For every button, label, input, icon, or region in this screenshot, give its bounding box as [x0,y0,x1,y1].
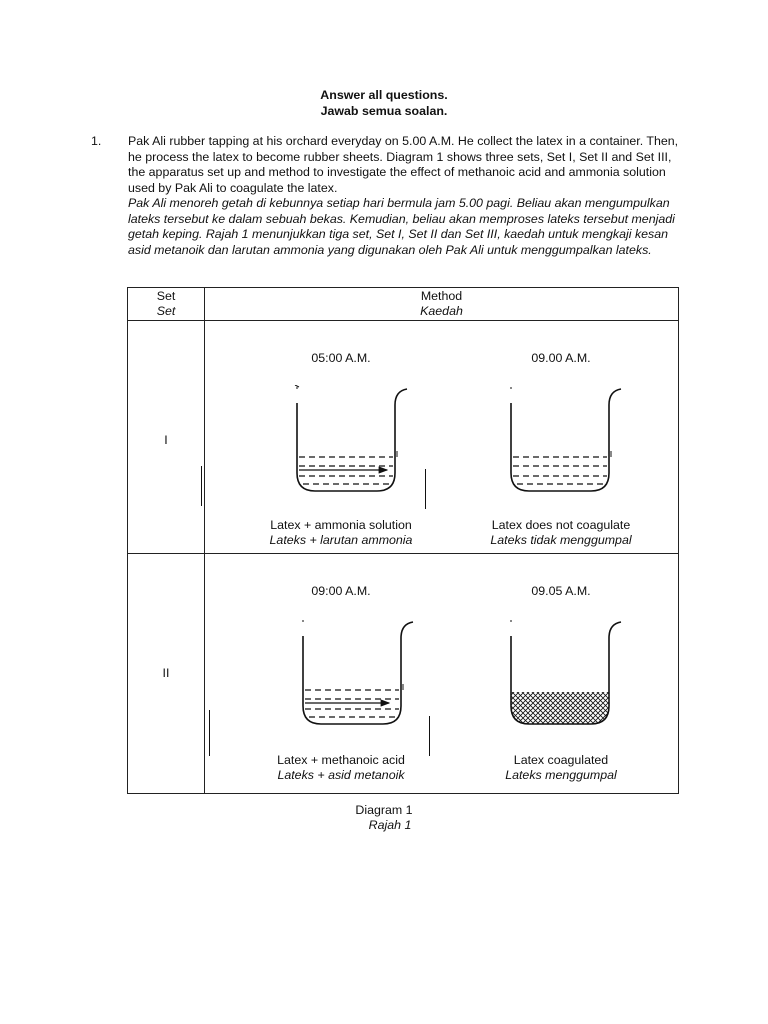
method-cell [205,321,679,554]
instruction-ms: Jawab semua soalan. [320,104,448,118]
beaker-diagram [483,618,633,730]
caption-after [451,518,671,548]
caption-after-ms: Lateks menggumpal [505,768,617,782]
time-label: 09.05 A.M. [531,584,591,598]
instruction-en: Answer all questions. [320,88,448,102]
method-header-en: Method [420,289,463,303]
question-text-ms: Pak Ali menoreh getah di kebunnya setiap hari bermula jam 5.00 pagi. Beliau akan mengumpulkan lateks tersebut ke dalam sebuah bekas. Kemudian, beliau akan memproses lateks tersebut menjadi getah keping. Rajah 1 menunjukkan tiga set, Set I, Set II dan Set III, kaedah untuk mengkaji kesan asid metanoik dan larutan ammonia yang digunakan oleh Pak Ali untuk menggumpalkan lateks. [128,196,675,257]
set-label: II [162,666,170,680]
caption-after-en: Latex does not coagulate [491,518,631,532]
question-number: 1. [91,134,102,148]
set-header-ms: Set [156,304,176,318]
time-label: 09:00 A.M. [311,584,371,598]
beaker-diagram [269,385,419,497]
margin-mark [209,710,210,756]
caption-after-ms: Lateks tidak menggumpal [490,533,632,547]
caption-before [231,518,451,548]
diagram-label [0,803,768,833]
set-cell [128,554,205,794]
time-label: 05:00 A.M. [311,351,371,365]
caption-before-en: Latex + methanoic acid [277,753,405,767]
beaker-diagram [483,385,633,497]
caption-before [231,753,451,783]
table-header-row [128,288,679,321]
table-row [128,321,679,554]
question-text [128,134,688,258]
set-header-en: Set [156,289,176,303]
set-cell [128,321,205,554]
method-column-header [205,288,679,321]
diagram-label-ms: Rajah 1 [368,818,412,832]
time-label: 09.00 A.M. [531,351,591,365]
caption-before-en: Latex + ammonia solution [270,518,412,532]
set-column-header [128,288,205,321]
set-label: I [164,433,168,447]
margin-mark [429,716,430,756]
diagram-label-en: Diagram 1 [355,803,413,817]
method-cell [205,554,679,794]
caption-before-ms: Lateks + larutan ammonia [269,533,413,547]
experiment-table [127,287,679,794]
caption-before-ms: Lateks + asid metanoik [277,768,405,782]
caption-after-en: Latex coagulated [513,753,609,767]
margin-mark [425,469,426,509]
question-text-en: Pak Ali rubber tapping at his orchard everyday on 5.00 A.M. He collect the latex in a container. Then, he process the latex to become rubber sheets. Diagram 1 shows three sets, Set I, Set II and Set III, the apparatus set up and method to investigate the effect of methanoic acid and ammonia solution used by Pak Ali to coagulate the latex. [128,134,679,195]
margin-mark [201,466,202,506]
caption-after [451,753,671,783]
table-row [128,554,679,794]
beaker-diagram [275,618,425,730]
method-header-ms: Kaedah [420,304,463,318]
